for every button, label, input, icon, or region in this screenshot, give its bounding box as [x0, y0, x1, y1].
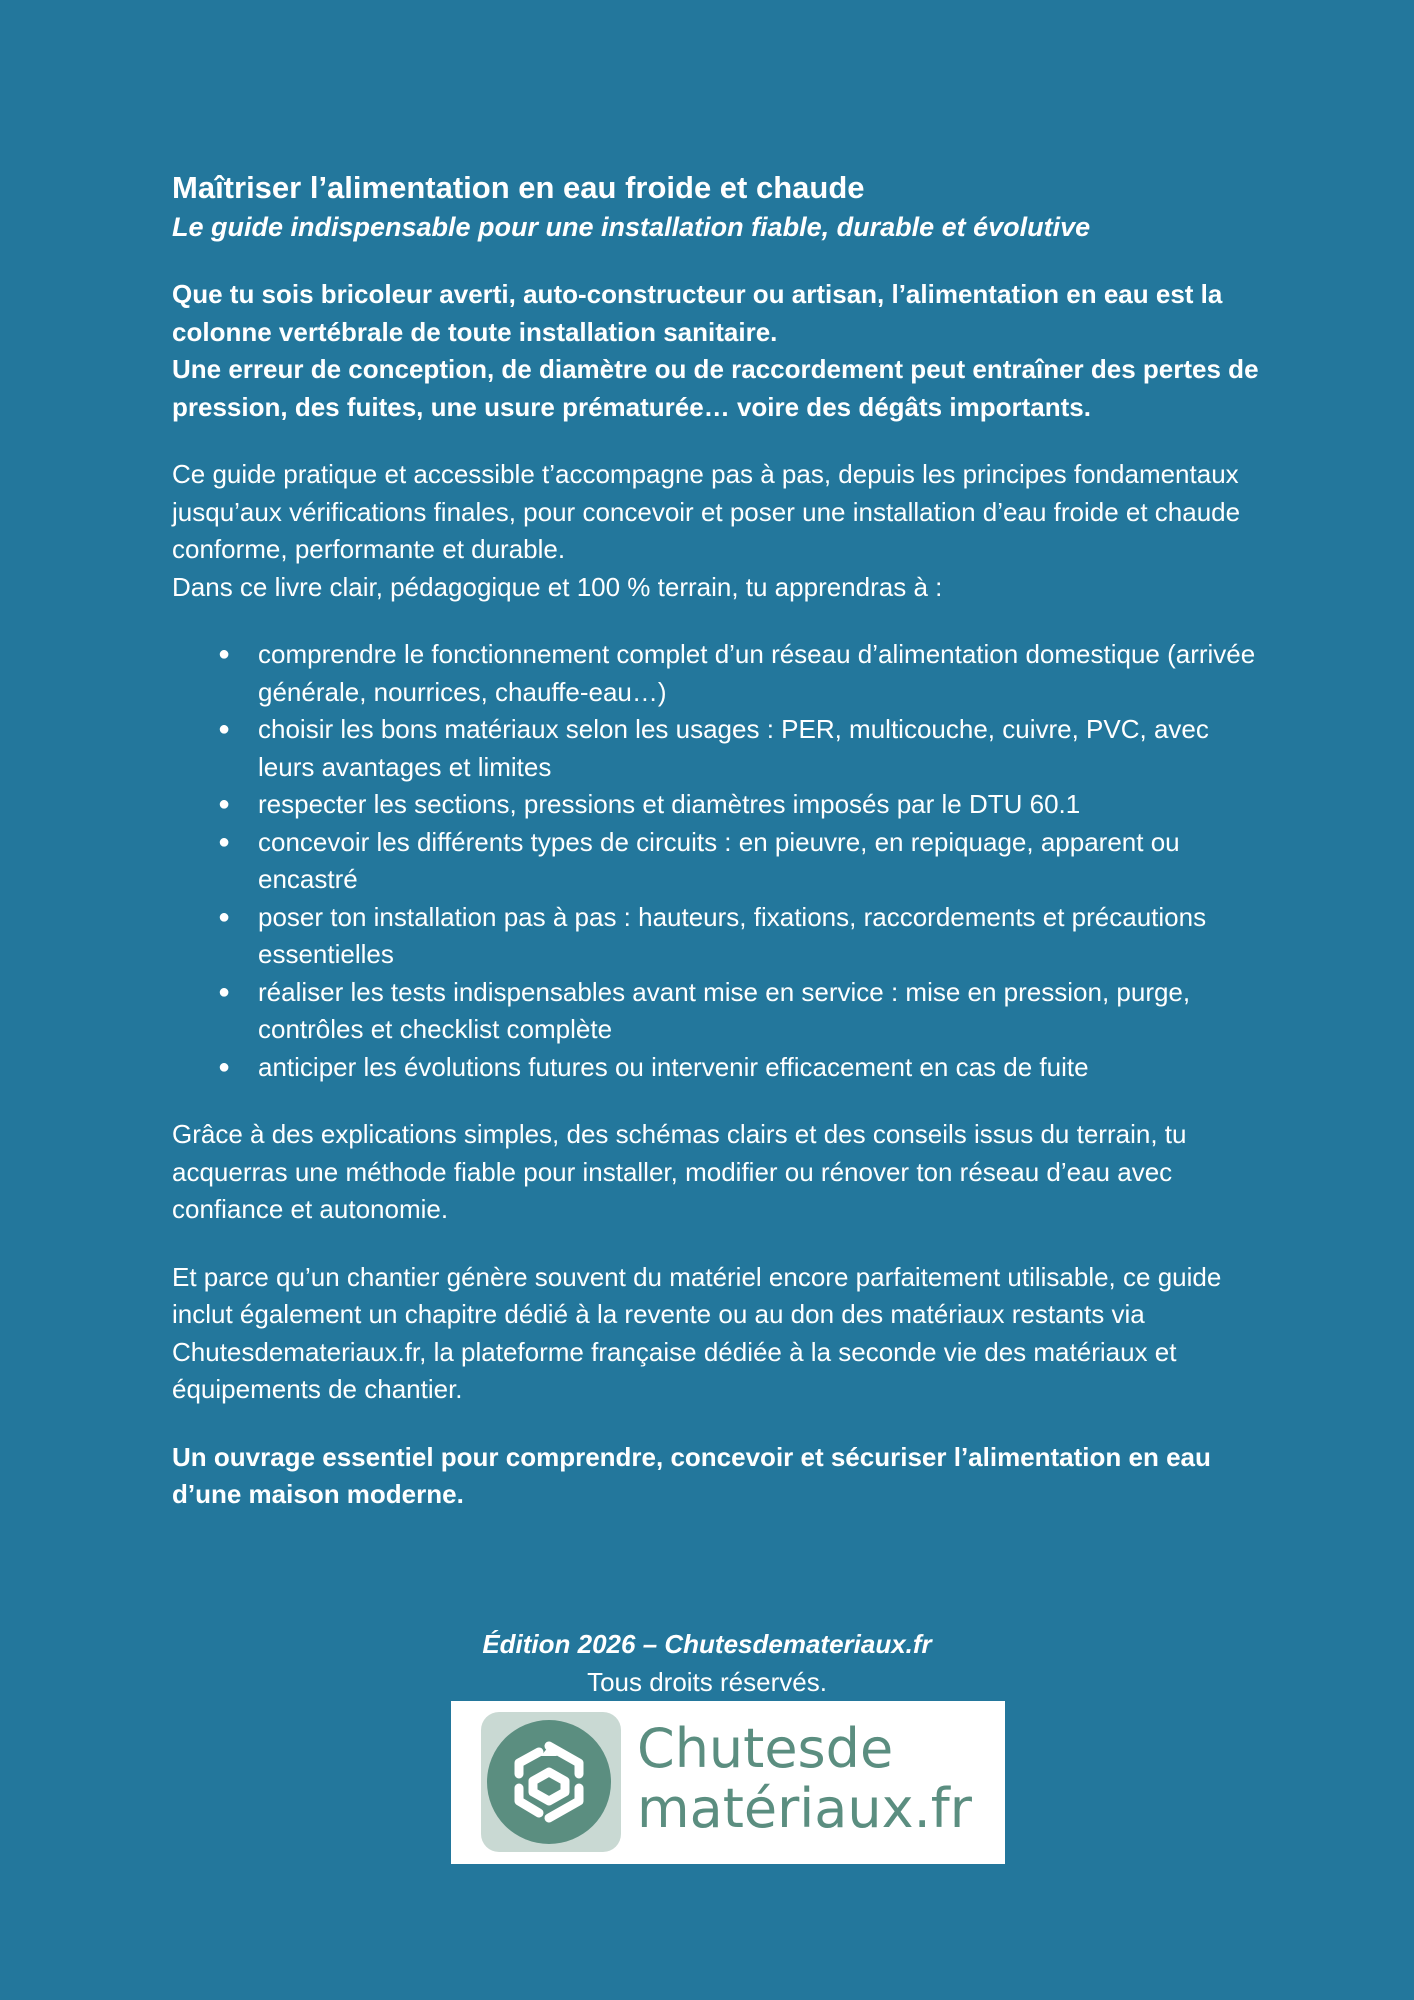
intro-line-2: Une erreur de conception, de diamètre ou de raccordement peut entraîner des pertes de pression, des fuites, une usure prématurée… voire des dégâts importants. — [172, 354, 1259, 422]
footer — [0, 1625, 1414, 1701]
list-item: ● réaliser les tests indispensables avant mise en service : mise en pression, purge, contrôles et checklist complète — [172, 974, 1262, 1049]
bullet-icon: ● — [218, 905, 231, 928]
presentation-line-2: Dans ce livre clair, pédagogique et 100 % terrain, tu apprendras à : — [172, 571, 943, 602]
bullet-icon: ● — [218, 830, 231, 853]
list-item: ● concevoir les différents types de circuits : en pieuvre, en repiquage, apparent ou encastré — [172, 824, 1262, 899]
bullet-icon: ● — [218, 718, 231, 740]
list-item: ● choisir les bons matériaux selon les usages : PER, multicouche, cuivre, PVC, avec leurs avantages et limites — [172, 711, 1262, 786]
edition-line: Édition 2026 – Chutesdemateriaux.fr — [482, 1629, 932, 1659]
list-item: ● poser ton installation pas à pas : hauteurs, fixations, raccordements et précautions essentielles — [172, 899, 1262, 974]
bullet-icon: ● — [218, 643, 231, 665]
presentation-paragraph — [172, 456, 1262, 606]
book-title: Maîtriser l’alimentation en eau froide et chaude — [172, 170, 865, 205]
list-item: ● respecter les sections, pressions et diamètres imposés par le DTU 60.1 — [172, 786, 1262, 824]
logo-line-2: matériaux.fr — [637, 1777, 972, 1840]
intro-line-1: Que tu sois bricoleur averti, auto-constructeur ou artisan, l’alimentation en eau est la colonne vertébrale de toute installation sanitaire. — [172, 279, 1223, 347]
logo-line-1: Chutesde — [637, 1717, 894, 1780]
bullet-icon: ● — [218, 1055, 231, 1078]
bullet-icon: ● — [218, 793, 231, 815]
logo-wordmark — [637, 1719, 972, 1839]
box-logo-icon — [481, 1712, 621, 1852]
method-paragraph: Grâce à des explications simples, des schémas clairs et des conseils issus du terrain, tu acquerras une méthode fiable pour installer, modifier ou rénover ton réseau d’eau avec confiance et autonomie. — [172, 1119, 1187, 1224]
resale-paragraph: Et parce qu’un chantier génère souvent du matériel encore parfaitement utilisable, ce guide inclut également un chapitre dédié à la revente ou au don des matériaux restants via Chutesdemateriaux.fr, la plateforme française dédiée à la seconde vie des matériaux et équipements de chantier. — [172, 1261, 1222, 1404]
learning-list — [172, 636, 1262, 1086]
conclusion-paragraph: Un ouvrage essentiel pour comprendre, concevoir et sécuriser l’alimentation en eau d’une maison moderne. — [172, 1441, 1211, 1509]
back-cover-content — [172, 168, 1262, 1514]
presentation-line-1: Ce guide pratique et accessible t’accompagne pas à pas, depuis les principes fondamentaux jusqu’aux vérifications finales, pour concevoir et poser une installation d’eau froide et chaude conforme, performante et durable. — [172, 459, 1241, 564]
bullet-icon: ● — [218, 980, 231, 1003]
publisher-logo — [451, 1701, 1005, 1864]
rights-line: Tous droits réservés. — [587, 1667, 827, 1697]
list-item: ● comprendre le fonctionnement complet d’un réseau d’alimentation domestique (arrivée générale, nourrices, chauffe-eau…) — [172, 636, 1262, 711]
book-subtitle: Le guide indispensable pour une installation fiable, durable et évolutive — [172, 212, 1091, 242]
list-item: ● anticiper les évolutions futures ou intervenir efficacement en cas de fuite — [172, 1049, 1262, 1087]
intro-paragraph — [172, 276, 1262, 426]
